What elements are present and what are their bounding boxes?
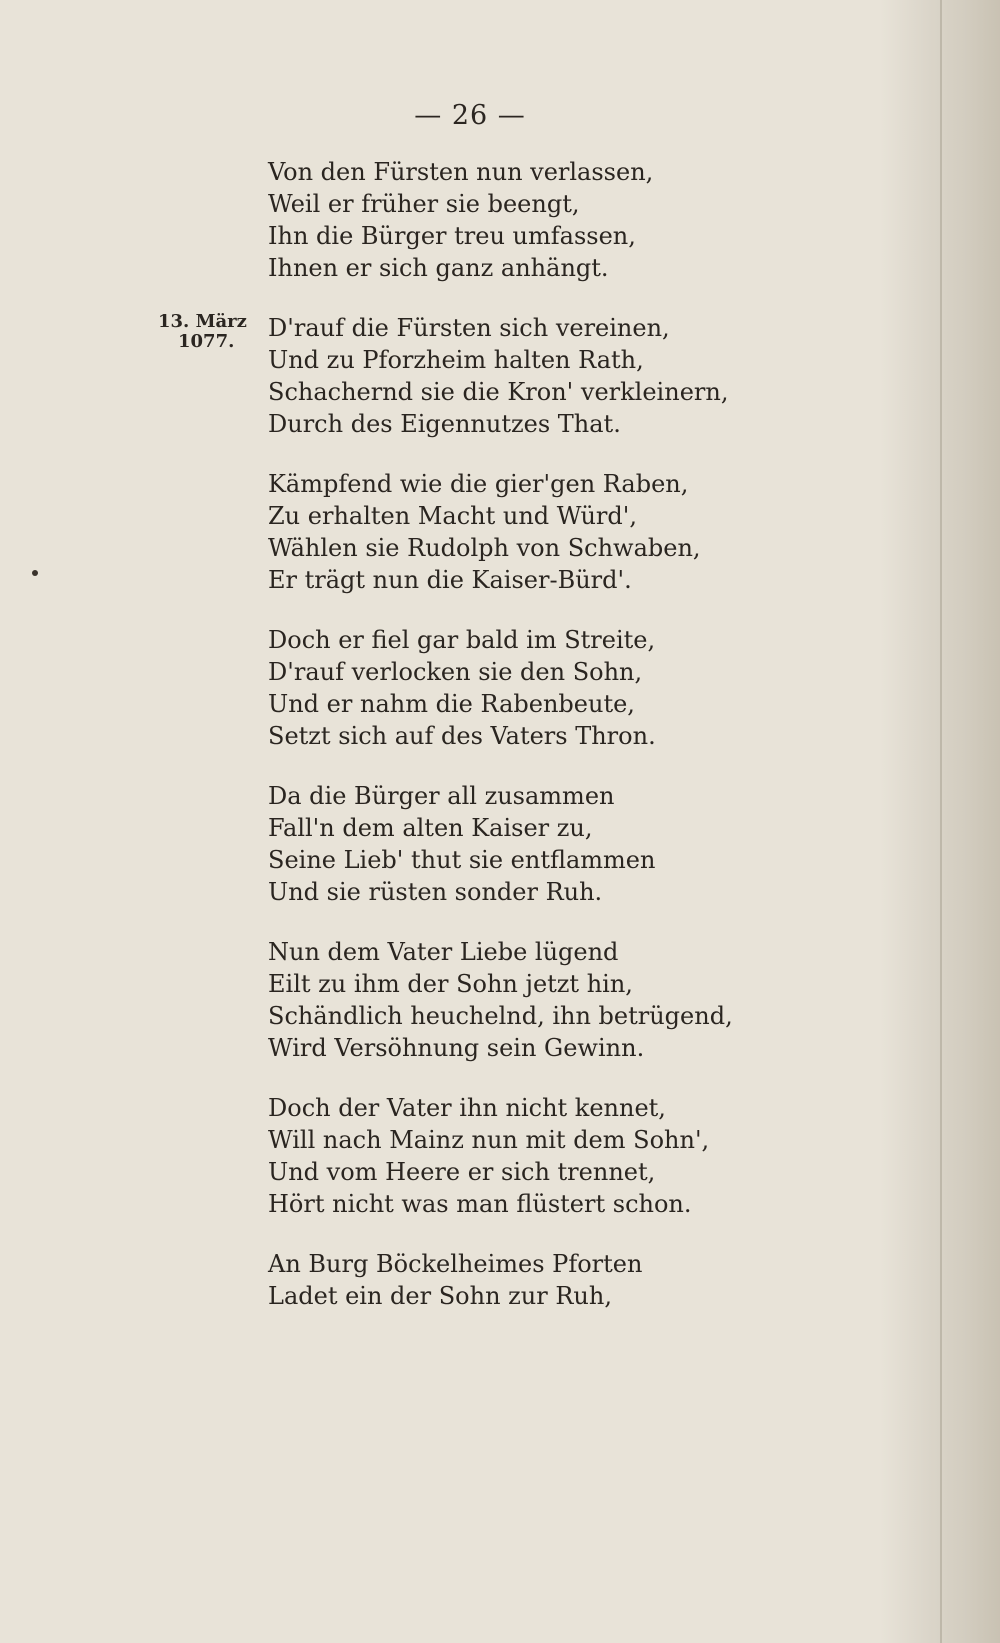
poem-line: Und vom Heere er sich trennet, [268,1158,656,1186]
poem-line: Ihnen er sich ganz anhängt. [268,254,609,282]
poem-line: Wird Versöhnung sein Gewinn. [268,1034,645,1062]
stanza [268,624,728,752]
margin-note-date: 13. März [158,311,247,332]
poem-line: Da die Bürger all zusammen [268,782,615,810]
poem-line: Durch des Eigennutzes That. [268,410,621,438]
poem-line: Und zu Pforzheim halten Rath, [268,346,644,374]
poem-line: Will nach Mainz nun mit dem Sohn', [268,1126,710,1154]
stanza [268,312,728,440]
poem-line: Von den Fürsten nun verlassen, [268,158,654,186]
poem-line: Und er nahm die Rabenbeute, [268,690,635,718]
ink-speck [32,570,38,576]
poem-line: Doch der Vater ihn nicht kennet, [268,1094,666,1122]
margin-note-year: 1077. [178,331,235,352]
poem-line: Seine Lieb' thut sie entflammen [268,846,656,874]
poem-line: Und sie rüsten sonder Ruh. [268,878,603,906]
poem-line: Schachernd sie die Kron' verkleinern, [268,378,729,406]
poem-text [268,156,733,1340]
page-number: — 26 — [414,100,526,131]
poem-line: Ihn die Bürger treu umfassen, [268,222,636,250]
poem-line: Er trägt nun die Kaiser-Bürd'. [268,566,632,594]
poem-line: Schändlich heuchelnd, ihn betrügend, [268,1002,733,1030]
poem-line: Kämpfend wie die gier'gen Raben, [268,470,689,498]
poem-line: Doch er fiel gar bald im Streite, [268,626,656,654]
stanza [268,936,733,1064]
stanza [268,156,728,284]
poem-line: Fall'n dem alten Kaiser zu, [268,814,593,842]
stanza [268,1092,728,1220]
poem-line: Wählen sie Rudolph von Schwaben, [268,534,701,562]
stanza [268,1248,728,1312]
poem-line: D'rauf die Fürsten sich vereinen, [268,314,670,342]
poem-line: Nun dem Vater Liebe lügend [268,938,619,966]
poem-line: An Burg Böckelheimes Pforten [268,1250,643,1278]
poem-line: Zu erhalten Macht und Würd', [268,502,637,530]
poem-line: Ladet ein der Sohn zur Ruh, [268,1282,612,1310]
stanza [268,468,728,596]
poem-line: D'rauf verlocken sie den Sohn, [268,658,643,686]
poem-line: Weil er früher sie beengt, [268,190,580,218]
margin-note [158,312,248,352]
poem-line: Setzt sich auf des Vaters Thron. [268,722,656,750]
poem-line: Eilt zu ihm der Sohn jetzt hin, [268,970,633,998]
poem-line: Hört nicht was man flüstert schon. [268,1190,692,1218]
page-fold-line [940,0,942,1643]
stanza [268,780,728,908]
